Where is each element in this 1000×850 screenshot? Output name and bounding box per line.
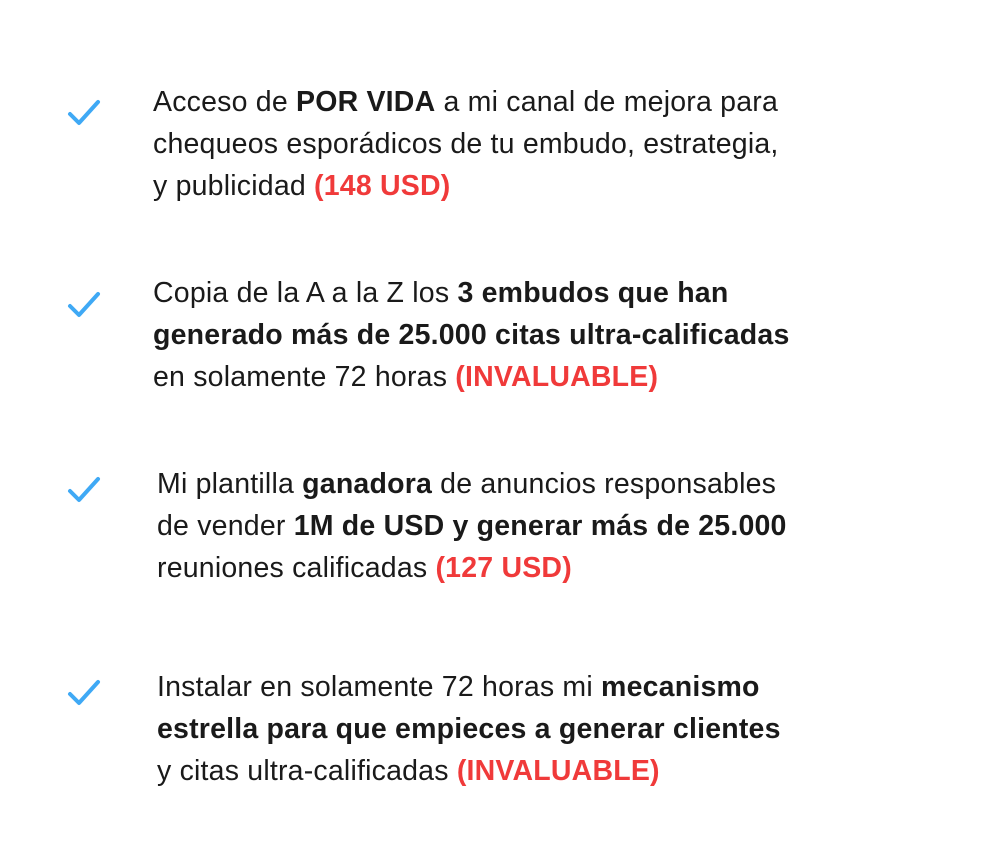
benefit-line bbox=[157, 547, 787, 589]
line-text: Mi plantilla bbox=[157, 468, 303, 500]
line-text: de vender bbox=[157, 510, 294, 542]
benefit-line bbox=[153, 314, 790, 356]
line-text: en solamente 72 horas bbox=[153, 361, 456, 393]
line-text: a mi canal de mejora para bbox=[435, 86, 778, 118]
line-bold-text: generado más de 25.000 citas ultra-calificadas bbox=[153, 319, 790, 351]
line-text: y publicidad bbox=[153, 170, 315, 202]
checkmark-icon bbox=[66, 475, 102, 505]
benefit-text bbox=[153, 81, 779, 207]
line-bold-text: ganadora bbox=[302, 468, 433, 500]
checkmark-icon bbox=[66, 98, 102, 128]
benefit-line bbox=[157, 505, 787, 547]
benefit-line bbox=[153, 123, 779, 165]
price-tag: (INVALUABLE) bbox=[456, 755, 660, 787]
line-text: de anuncios responsables bbox=[432, 468, 777, 500]
benefit-text bbox=[157, 463, 787, 589]
line-bold-text: 3 embudos que han bbox=[457, 277, 729, 309]
price-tag: (127 USD) bbox=[435, 552, 572, 584]
line-bold-text: POR VIDA bbox=[296, 86, 436, 118]
benefit-line bbox=[157, 750, 781, 792]
benefit-line bbox=[157, 666, 781, 708]
benefit-line bbox=[153, 356, 790, 398]
checkmark-icon bbox=[66, 678, 102, 708]
line-text: Acceso de bbox=[153, 86, 296, 118]
line-text: chequeos esporádicos de tu embudo, estrategia, bbox=[153, 128, 779, 160]
line-text: reuniones calificadas bbox=[157, 552, 436, 584]
line-bold-text: estrella para que empieces a generar clientes bbox=[157, 713, 781, 745]
benefit-text bbox=[157, 666, 781, 792]
benefit-line bbox=[157, 708, 781, 750]
benefit-line bbox=[153, 81, 779, 123]
line-text: Instalar en solamente 72 horas mi bbox=[157, 671, 602, 703]
benefit-line bbox=[157, 463, 787, 505]
line-text: y citas ultra-calificadas bbox=[157, 755, 457, 787]
price-tag: (INVALUABLE) bbox=[455, 361, 659, 393]
line-bold-text: 1M de USD y generar más de 25.000 bbox=[293, 510, 787, 542]
price-tag: (148 USD) bbox=[314, 170, 451, 202]
benefit-line bbox=[153, 165, 779, 207]
benefit-text bbox=[153, 272, 790, 398]
checkmark-icon bbox=[66, 290, 102, 320]
line-bold-text: mecanismo bbox=[601, 671, 760, 703]
benefit-line bbox=[153, 272, 790, 314]
line-text: Copia de la A a la Z los bbox=[153, 277, 458, 309]
